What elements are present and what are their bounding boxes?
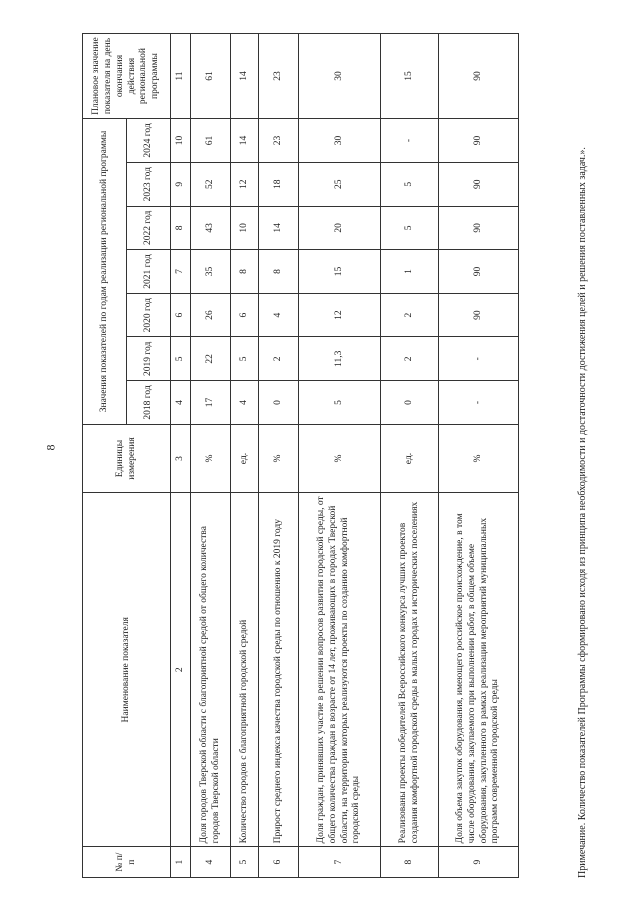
row-value: 15 <box>299 250 381 294</box>
row-value: 43 <box>191 206 231 250</box>
row-value: 20 <box>299 206 381 250</box>
row-value: 90 <box>439 206 519 250</box>
table-row <box>231 34 259 878</box>
row-value: 23 <box>259 119 299 163</box>
row-value: 5 <box>381 162 439 206</box>
col-number: 1 <box>171 847 191 878</box>
row-value: 14 <box>259 206 299 250</box>
row-value: - <box>381 119 439 163</box>
header-values-group: Значения показателей по годам реализации региональной программы <box>83 119 127 425</box>
row-value: 0 <box>259 381 299 425</box>
row-value: 10 <box>231 206 259 250</box>
row-unit: ед. <box>381 424 439 492</box>
header-year: 2019 год <box>127 337 171 381</box>
row-value: 4 <box>259 293 299 337</box>
row-unit: % <box>191 424 231 492</box>
row-num: 4 <box>191 847 231 878</box>
row-value: 2 <box>381 337 439 381</box>
row-value: 18 <box>259 162 299 206</box>
header-plan: Плановое значение показателя на день окончания действия региональной программы <box>83 34 171 119</box>
row-value: 8 <box>231 250 259 294</box>
row-unit: ед. <box>231 424 259 492</box>
col-number: 3 <box>171 424 191 492</box>
row-value: 6 <box>231 293 259 337</box>
header-year: 2022 год <box>127 206 171 250</box>
row-value: 2 <box>381 293 439 337</box>
row-num: 9 <box>439 847 519 878</box>
row-name: Количество городов с благоприятной городской средой <box>231 493 259 847</box>
header-year: 2018 год <box>127 381 171 425</box>
row-name: Доля городов Тверской области с благоприятной средой от общего количества городов Тверской области <box>191 493 231 847</box>
row-plan: 14 <box>231 34 259 119</box>
header-num: № п/п <box>83 847 171 878</box>
row-unit: % <box>299 424 381 492</box>
col-number: 2 <box>171 493 191 847</box>
row-name: Прирост среднего индекса качества городской среды по отношению к 2019 году <box>259 493 299 847</box>
col-number: 6 <box>171 293 191 337</box>
row-num: 5 <box>231 847 259 878</box>
row-value: 35 <box>191 250 231 294</box>
table-row <box>259 34 299 878</box>
row-name: Реализованы проекты победителей Всероссийского конкурса лучших проектов создания комфортной городской среды в малых городах и исторических поселениях <box>381 493 439 847</box>
row-plan: 15 <box>381 34 439 119</box>
table-row <box>299 34 381 878</box>
col-number: 7 <box>171 250 191 294</box>
row-value: 5 <box>381 206 439 250</box>
table-note: Примечание. Количество показателей Программы сформировано исходя из принципа необходимости и достаточности достижения целей и решения поставленных задач.». <box>577 147 588 878</box>
row-num: 6 <box>259 847 299 878</box>
row-value: 90 <box>439 162 519 206</box>
table-row <box>439 34 519 878</box>
col-number: 4 <box>171 381 191 425</box>
col-number: 10 <box>171 119 191 163</box>
indicators-table <box>82 33 519 878</box>
row-unit: % <box>439 424 519 492</box>
row-value: 90 <box>439 119 519 163</box>
row-value: 14 <box>231 119 259 163</box>
row-value: 12 <box>231 162 259 206</box>
row-value: 22 <box>191 337 231 381</box>
row-value: 2 <box>259 337 299 381</box>
header-year: 2021 год <box>127 250 171 294</box>
col-number: 11 <box>171 34 191 119</box>
row-value: 90 <box>439 250 519 294</box>
table-row <box>191 34 231 878</box>
row-name: Доля объема закупок оборудования, имеющего российское происхождение, в том числе оборудования, закупаемого при выполнении работ, в общем объеме оборудования, закупленного в рамках реализации мероприятий муниципальных программ современной городской среды <box>439 493 519 847</box>
table-row <box>381 34 439 878</box>
row-value: 8 <box>259 250 299 294</box>
row-value: 61 <box>191 119 231 163</box>
header-unit: Единицы измерения <box>83 424 171 492</box>
row-plan: 61 <box>191 34 231 119</box>
col-number: 9 <box>171 162 191 206</box>
page-number: 8 <box>43 444 58 451</box>
row-value: 12 <box>299 293 381 337</box>
row-unit: % <box>259 424 299 492</box>
row-value: 25 <box>299 162 381 206</box>
row-value: 5 <box>299 381 381 425</box>
header-year: 2023 год <box>127 162 171 206</box>
row-num: 8 <box>381 847 439 878</box>
row-value: 0 <box>381 381 439 425</box>
row-value: 11,3 <box>299 337 381 381</box>
header-year: 2024 год <box>127 119 171 163</box>
col-number: 8 <box>171 206 191 250</box>
indicators-sheet <box>82 33 612 878</box>
row-value: - <box>439 381 519 425</box>
row-plan: 90 <box>439 34 519 119</box>
row-value: 26 <box>191 293 231 337</box>
row-value: 5 <box>231 337 259 381</box>
row-num: 7 <box>299 847 381 878</box>
col-number: 5 <box>171 337 191 381</box>
row-value: - <box>439 337 519 381</box>
header-name: Наименование показателя <box>83 493 171 847</box>
row-value: 17 <box>191 381 231 425</box>
row-value: 90 <box>439 293 519 337</box>
row-value: 30 <box>299 119 381 163</box>
row-plan: 30 <box>299 34 381 119</box>
row-value: 52 <box>191 162 231 206</box>
row-value: 1 <box>381 250 439 294</box>
row-plan: 23 <box>259 34 299 119</box>
row-name: Доля граждан, принявших участие в решении вопросов развития городской среды, от общего количества граждан в возрасте от 14 лет, проживающих в городах Тверской области, на территории которых реализуются проекты по созданию комфортной городской среды <box>299 493 381 847</box>
header-year: 2020 год <box>127 293 171 337</box>
row-value: 4 <box>231 381 259 425</box>
